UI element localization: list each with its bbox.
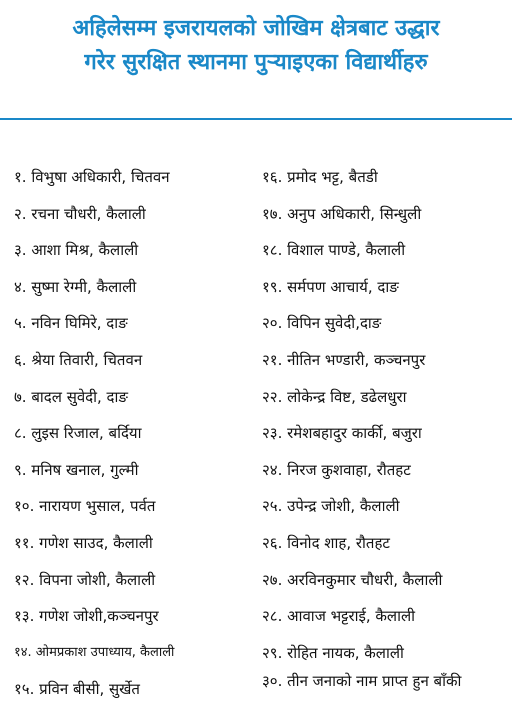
list-item: २८. आवाज भट्टराई, कैलाली	[262, 607, 416, 626]
list-item: १७. अनुप अधिकारी, सिन्धुली	[262, 204, 422, 223]
list-item: २२. लोकेन्द्र विष्ट, डढेलधुरा	[262, 387, 407, 406]
list-item: २३. रमेशबहादुर कार्की, बजुरा	[262, 424, 422, 443]
list-item: २१. नीतिन भण्डारी, कञ्चनपुर	[262, 350, 426, 369]
list-item: १२. विपना जोशी, कैलाली	[14, 570, 156, 589]
list-item: १९. सर्मपण आचार्य, दाङ	[262, 277, 399, 296]
list-item: ४. सुष्मा रेग्मी, कैलाली	[14, 277, 137, 296]
list-item: १. विभुषा अधिकारी, चितवन	[14, 168, 170, 186]
list-item: १५. प्रविन बीसी, सुर्खेत	[14, 680, 140, 699]
list-item: ८. लुइस रिजाल, बर्दिया	[14, 424, 142, 443]
list-item: १६. प्रमोद भट्ट, बैतडी	[262, 168, 378, 186]
title-block	[0, 0, 512, 80]
list-item: २. रचना चौधरी, कैलाली	[14, 204, 146, 223]
title-divider	[0, 118, 512, 120]
list-item: १४. ओमप्रकाश उपाध्याय, कैलाली	[14, 644, 175, 660]
student-list-right	[262, 160, 506, 709]
list-item: ५. नविन घिमिरे, दाङ	[14, 314, 128, 333]
list-item: २६. विनोद शाह, रौतहट	[262, 533, 390, 552]
list-item: १०. नारायण भुसाल, पर्वत	[14, 497, 156, 516]
list-item: २५. उपेन्द्र जोशी, कैलाली	[262, 497, 400, 516]
list-item: ३०. तीन जनाको नाम प्राप्त हुन बाँकी	[262, 672, 462, 691]
title-line-2: गरेर सुरक्षित स्थानमा पुऱ्याइएका विद्यार्थीहरु	[84, 50, 428, 75]
title-line-1: अहिलेसम्म इजरायलको जोखिम क्षेत्रबाट उद्धार	[72, 16, 440, 41]
list-item: २०. विपिन सुवेदी,दाङ	[262, 314, 382, 333]
list-item: २४. निरज कुशवाहा, रौतहट	[262, 460, 411, 479]
list-item: ३. आशा मिश्र, कैलाली	[14, 241, 139, 260]
list-item: ७. बादल सुवेदी, दाङ	[14, 387, 128, 406]
student-list-left	[14, 160, 264, 709]
list-item: ६. श्रेया तिवारी, चितवन	[14, 350, 143, 369]
list-item: २९. रोहित नायक, कैलाली	[262, 643, 404, 662]
list-item: १८. विशाल पाण्डे, कैलाली	[262, 241, 406, 260]
list-item: १३. गणेश जोशी,कञ्चनपुर	[14, 607, 159, 626]
list-item: ११. गणेश साउद, कैलाली	[14, 533, 153, 552]
list-item: ९. मनिष खनाल, गुल्मी	[14, 460, 139, 479]
list-item: २७. अरविनकुमार चौधरी, कैलाली	[262, 570, 443, 589]
